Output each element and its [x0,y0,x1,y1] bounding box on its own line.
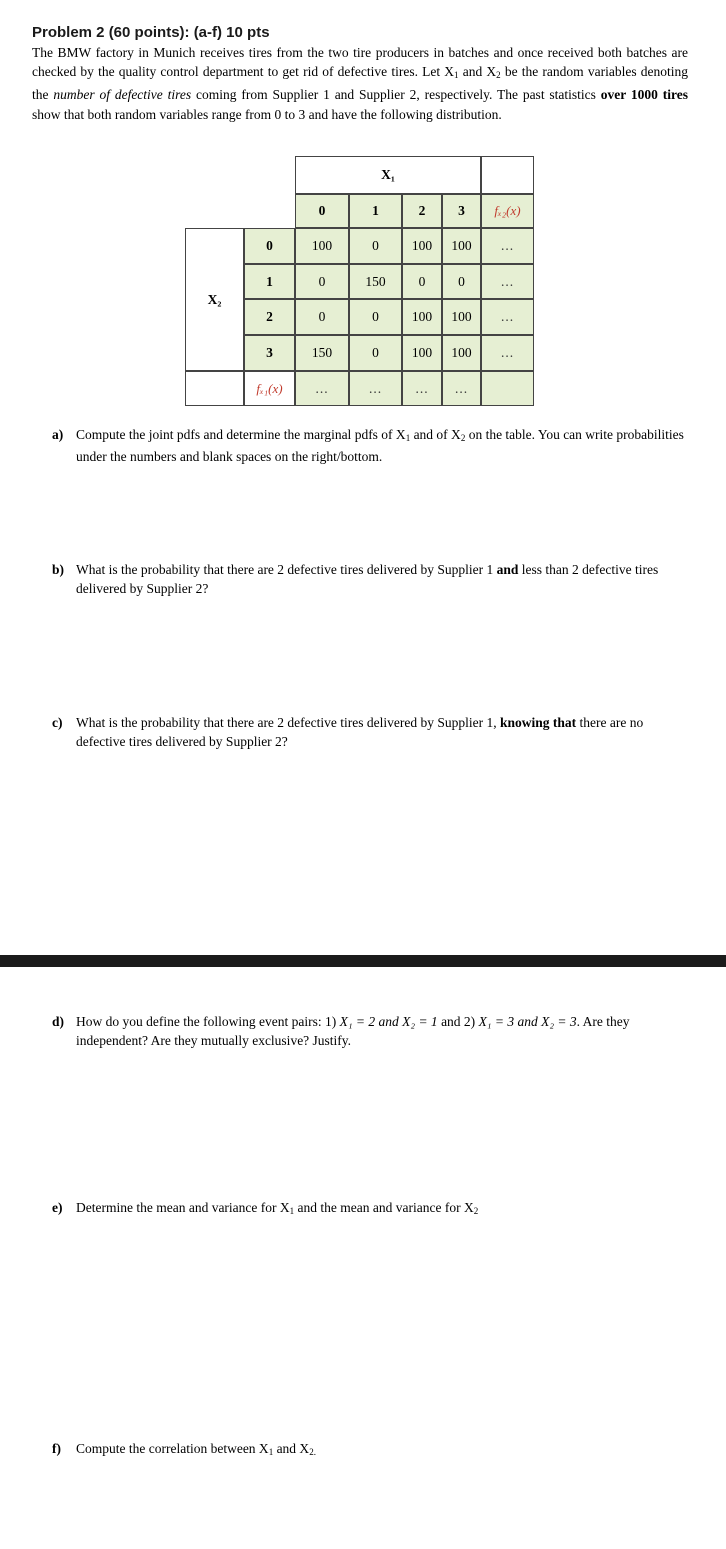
blank-header-cell [481,156,534,194]
col-header-3: 3 [442,194,481,228]
col-header-0: 0 [295,194,349,228]
cell-r1-c3: 0 [442,264,481,299]
problem-intro: The BMW factory in Munich receives tires from the two tire producers in batches and once received both batches are checked by the quality control department to get rid of defective tires. Let $X_1$ and $X_2$ be the random variables denoting the number of defective tires coming from Supplier 1 and Supplier 2, respectively. The past statistics over 1000 tires show that both random variables range from 0 to 3 and have the following distribution. [32,45,688,122]
fx2-value-1: ... [481,264,534,299]
problem-heading: Problem 2 (60 points): (a-f) 10 pts [32,24,270,41]
x2-label: X₂ [185,228,244,371]
cell-r0-c2: 100 [402,228,442,264]
cell-r2-c0: 0 [295,299,349,335]
fx1-value-3: ... [442,371,481,406]
fx2-value-0: ... [481,228,534,264]
cell-r2-c2: 100 [402,299,442,335]
cell-r1-c1: 150 [349,264,402,299]
blank-footer-cell [185,371,244,406]
question-a: a) Compute the joint pdfs and determine the marginal pdfs of $X_1$ and of $X_2$ on the table. You can write probabilities under the numbers and blank spaces on the right/bottom. [52,427,684,464]
x1-header: X₁ [295,156,481,194]
row-header-1: 1 [244,264,295,299]
cell-r3-c1: 0 [349,335,402,371]
cell-r1-c0: 0 [295,264,349,299]
cell-r2-c3: 100 [442,299,481,335]
row-header-3: 3 [244,335,295,371]
fx2-value-2: ... [481,299,534,335]
cell-r3-c2: 100 [402,335,442,371]
cell-r0-c1: 0 [349,228,402,264]
cell-r2-c1: 0 [349,299,402,335]
blank-corner-cell [481,371,534,406]
fx1-value-2: ... [402,371,442,406]
fx1-value-0: ... [295,371,349,406]
fx1-label: fₓ₁(x) [244,371,295,406]
row-header-2: 2 [244,299,295,335]
page-divider [0,955,726,967]
fx2-value-3: ... [481,335,534,371]
fx1-value-1: ... [349,371,402,406]
cell-r3-c0: 150 [295,335,349,371]
cell-r1-c2: 0 [402,264,442,299]
fx2-label: fₓ₂(x) [481,194,534,228]
col-header-1: 1 [349,194,402,228]
row-header-0: 0 [244,228,295,264]
question-e: e) Determine the mean and variance for $X_1$ and the mean and variance for $X_2$ [52,1200,479,1216]
cell-r0-c3: 100 [442,228,481,264]
question-f: f) Compute the correlation between $X_1$ and $X_{2.}$ [52,1441,316,1457]
cell-r3-c3: 100 [442,335,481,371]
question-c: c) What is the probability that there are 2 defective tires delivered by Supplier 1, knowing that there are no defective tires delivered by Supplier 2? [52,715,644,749]
question-d: d) How do you define the following event pairs: 1) X₁ = 2 and X₂ = 1 and 2) X₁ = 3 and X₂ = 3. Are they independent? Are they mutually exclusive? Justify. [52,1014,630,1048]
cell-r0-c0: 100 [295,228,349,264]
question-b: b) What is the probability that there are 2 defective tires delivered by Supplier 1 and less than 2 defective tires delivered by Supplier 2? [52,562,659,596]
col-header-2: 2 [402,194,442,228]
